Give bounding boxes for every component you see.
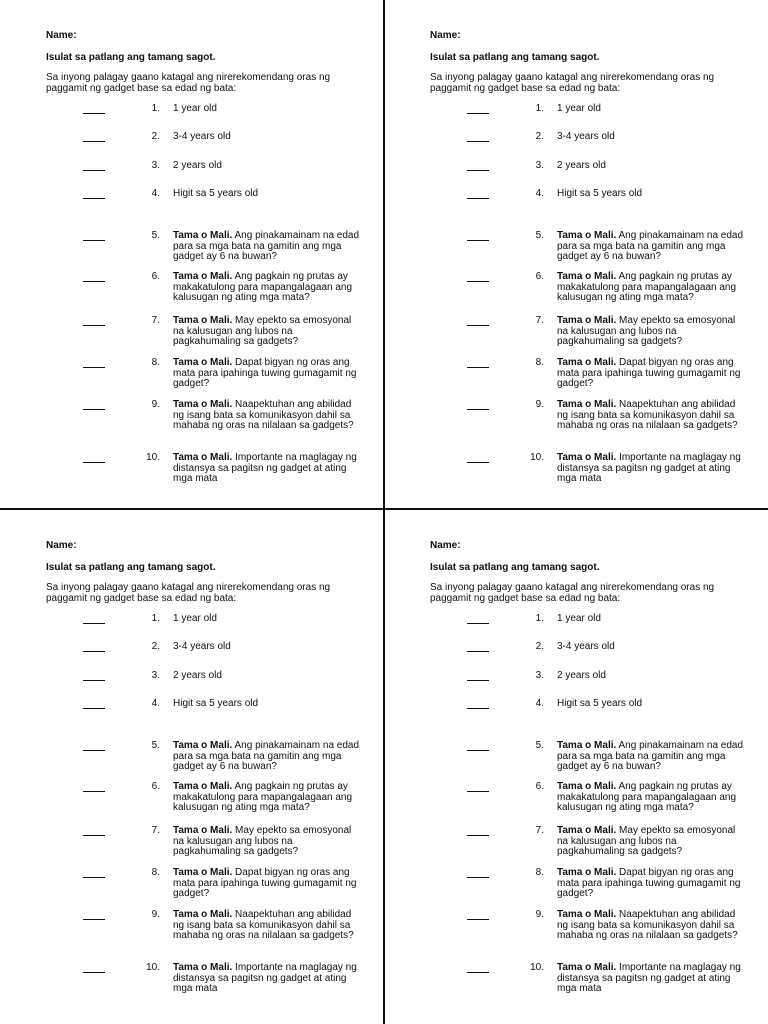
true-false-text bbox=[557, 400, 747, 432]
true-false-text bbox=[557, 910, 747, 942]
item-number: 10. bbox=[146, 962, 160, 973]
tama-o-mali-label: Tama o Mali. bbox=[557, 230, 617, 241]
choice-text: 2 years old bbox=[557, 160, 606, 171]
answer-blank[interactable] bbox=[467, 231, 489, 241]
question-prompt: Sa inyong palagay gaano katagal ang nirerekomendang oras ng paggamit ng gadget base sa edad ng bata: bbox=[46, 582, 331, 604]
item-number: 4. bbox=[151, 698, 160, 709]
tama-o-mali-label: Tama o Mali. bbox=[173, 825, 233, 836]
answer-blank[interactable] bbox=[467, 161, 489, 171]
answer-blank[interactable] bbox=[467, 642, 489, 652]
item-number: 3. bbox=[151, 160, 160, 171]
true-false-text bbox=[173, 826, 363, 858]
instruction-heading: Isulat sa patlang ang tamang sagot. bbox=[430, 52, 600, 63]
statement-text: Dapat bigyan ng oras ang mata para ipahinga tuwing gumagamit ng gadget? bbox=[557, 867, 741, 899]
choice-text: 2 years old bbox=[173, 670, 222, 681]
question-prompt: Sa inyong palagay gaano katagal ang nirerekomendang oras ng paggamit ng gadget base sa edad ng bata: bbox=[46, 72, 331, 94]
answer-blank[interactable] bbox=[83, 699, 105, 709]
item-number: 7. bbox=[151, 825, 160, 836]
answer-blank[interactable] bbox=[467, 910, 489, 920]
statement-text: May epekto sa emosyonal na kalusugan ang lubos na pagkahumaling sa gadgets? bbox=[173, 315, 352, 347]
item-number: 9. bbox=[535, 909, 544, 920]
statement-text: Ang pagkain ng prutas ay makakatulong para mapangalagaan ang kalusugan ng ating mga mata? bbox=[557, 781, 737, 813]
worksheet-copy bbox=[0, 510, 384, 1016]
statement-text: Ang pagkain ng prutas ay makakatulong para mapangalagaan ang kalusugan ng ating mga mata? bbox=[173, 781, 353, 813]
item-number: 9. bbox=[535, 399, 544, 410]
true-false-text bbox=[173, 868, 363, 900]
true-false-text bbox=[557, 316, 747, 348]
item-number: 2. bbox=[535, 641, 544, 652]
statement-text: Naapektuhan ang abilidad ng isang bata sa komunikasyon dahil sa mahaba ng oras na nilalaan sa gadgets? bbox=[557, 909, 738, 941]
choice-text: Higit sa 5 years old bbox=[173, 188, 259, 199]
item-number: 9. bbox=[151, 909, 160, 920]
choice-text: 2 years old bbox=[173, 160, 222, 171]
item-number: 1. bbox=[535, 103, 544, 114]
item-number: 7. bbox=[151, 315, 160, 326]
tama-o-mali-label: Tama o Mali. bbox=[557, 271, 617, 282]
statement-text: Ang pinakamainam na edad para sa mga bata na gamitin ang mga gadget ay 6 na buwan? bbox=[557, 230, 744, 262]
answer-blank[interactable] bbox=[467, 316, 489, 326]
answer-blank[interactable] bbox=[467, 189, 489, 199]
tama-o-mali-label: Tama o Mali. bbox=[557, 825, 617, 836]
true-false-text bbox=[173, 453, 363, 485]
tama-o-mali-label: Tama o Mali. bbox=[173, 271, 233, 282]
item-number: 8. bbox=[151, 357, 160, 368]
true-false-text bbox=[557, 272, 747, 304]
answer-blank[interactable] bbox=[83, 132, 105, 142]
instruction-heading: Isulat sa patlang ang tamang sagot. bbox=[430, 562, 600, 573]
item-number: 8. bbox=[151, 867, 160, 878]
item-number: 7. bbox=[535, 825, 544, 836]
answer-blank[interactable] bbox=[467, 782, 489, 792]
statement-text: Importante na maglagay ng distansya sa pagitsn ng gadget at ating mga mata bbox=[173, 452, 357, 484]
worksheet-copy bbox=[0, 0, 384, 506]
item-number: 3. bbox=[535, 160, 544, 171]
tama-o-mali-label: Tama o Mali. bbox=[173, 740, 233, 751]
item-number: 3. bbox=[535, 670, 544, 681]
item-number: 10. bbox=[530, 962, 544, 973]
tama-o-mali-label: Tama o Mali. bbox=[173, 781, 233, 792]
answer-blank[interactable] bbox=[467, 272, 489, 282]
statement-text: Dapat bigyan ng oras ang mata para ipahinga tuwing gumagamit ng gadget? bbox=[173, 357, 357, 389]
statement-text: Importante na maglagay ng distansya sa pagitsn ng gadget at ating mga mata bbox=[557, 962, 741, 994]
answer-blank[interactable] bbox=[83, 910, 105, 920]
item-number: 6. bbox=[151, 271, 160, 282]
true-false-text bbox=[557, 868, 747, 900]
tama-o-mali-label: Tama o Mali. bbox=[173, 357, 233, 368]
item-number: 8. bbox=[535, 867, 544, 878]
name-label: Name: bbox=[46, 30, 77, 41]
item-number: 4. bbox=[535, 188, 544, 199]
choice-text: 2 years old bbox=[557, 670, 606, 681]
tama-o-mali-label: Tama o Mali. bbox=[557, 962, 617, 973]
answer-blank[interactable] bbox=[467, 699, 489, 709]
item-number: 2. bbox=[151, 641, 160, 652]
true-false-text bbox=[173, 782, 363, 814]
answer-blank[interactable] bbox=[83, 316, 105, 326]
item-number: 2. bbox=[151, 131, 160, 142]
choice-text: Higit sa 5 years old bbox=[557, 698, 643, 709]
tama-o-mali-label: Tama o Mali. bbox=[173, 399, 233, 410]
instruction-heading: Isulat sa patlang ang tamang sagot. bbox=[46, 52, 216, 63]
statement-text: May epekto sa emosyonal na kalusugan ang lubos na pagkahumaling sa gadgets? bbox=[557, 825, 736, 857]
answer-blank[interactable] bbox=[83, 868, 105, 878]
statement-text: Dapat bigyan ng oras ang mata para ipahinga tuwing gumagamit ng gadget? bbox=[557, 357, 741, 389]
answer-blank[interactable] bbox=[83, 782, 105, 792]
answer-blank[interactable] bbox=[83, 189, 105, 199]
answer-blank[interactable] bbox=[467, 671, 489, 681]
choice-text: 3-4 years old bbox=[173, 641, 231, 652]
choice-text: Higit sa 5 years old bbox=[557, 188, 643, 199]
item-number: 4. bbox=[151, 188, 160, 199]
item-number: 5. bbox=[535, 740, 544, 751]
name-label: Name: bbox=[430, 540, 461, 551]
item-number: 1. bbox=[151, 613, 160, 624]
name-label: Name: bbox=[46, 540, 77, 551]
answer-blank[interactable] bbox=[83, 161, 105, 171]
answer-blank[interactable] bbox=[467, 358, 489, 368]
answer-blank[interactable] bbox=[83, 231, 105, 241]
tama-o-mali-label: Tama o Mali. bbox=[557, 315, 617, 326]
statement-text: May epekto sa emosyonal na kalusugan ang lubos na pagkahumaling sa gadgets? bbox=[173, 825, 352, 857]
item-number: 5. bbox=[151, 740, 160, 751]
statement-text: Ang pagkain ng prutas ay makakatulong para mapangalagaan ang kalusugan ng ating mga mata? bbox=[173, 271, 353, 303]
answer-blank[interactable] bbox=[83, 671, 105, 681]
answer-blank[interactable] bbox=[83, 614, 105, 624]
answer-blank[interactable] bbox=[467, 400, 489, 410]
instruction-heading: Isulat sa patlang ang tamang sagot. bbox=[46, 562, 216, 573]
true-false-text bbox=[173, 741, 363, 773]
item-number: 4. bbox=[535, 698, 544, 709]
tama-o-mali-label: Tama o Mali. bbox=[557, 740, 617, 751]
true-false-text bbox=[173, 400, 363, 432]
true-false-text bbox=[557, 963, 747, 995]
item-number: 10. bbox=[146, 452, 160, 463]
answer-blank[interactable] bbox=[83, 400, 105, 410]
choice-text: 1 year old bbox=[173, 613, 217, 624]
tama-o-mali-label: Tama o Mali. bbox=[173, 962, 233, 973]
answer-blank[interactable] bbox=[467, 963, 489, 973]
answer-blank[interactable] bbox=[467, 741, 489, 751]
choice-text: 3-4 years old bbox=[173, 131, 231, 142]
true-false-text bbox=[173, 910, 363, 942]
tama-o-mali-label: Tama o Mali. bbox=[557, 781, 617, 792]
tama-o-mali-label: Tama o Mali. bbox=[173, 315, 233, 326]
statement-text: Ang pinakamainam na edad para sa mga bata na gamitin ang mga gadget ay 6 na buwan? bbox=[173, 230, 360, 262]
answer-blank[interactable] bbox=[83, 104, 105, 114]
worksheet-copy bbox=[384, 510, 768, 1016]
answer-blank[interactable] bbox=[467, 614, 489, 624]
item-number: 8. bbox=[535, 357, 544, 368]
statement-text: Naapektuhan ang abilidad ng isang bata sa komunikasyon dahil sa mahaba ng oras na nilalaan sa gadgets? bbox=[173, 909, 354, 941]
true-false-text bbox=[173, 963, 363, 995]
tama-o-mali-label: Tama o Mali. bbox=[557, 909, 617, 920]
item-number: 10. bbox=[530, 452, 544, 463]
answer-blank[interactable] bbox=[83, 826, 105, 836]
item-number: 2. bbox=[535, 131, 544, 142]
tama-o-mali-label: Tama o Mali. bbox=[173, 909, 233, 920]
statement-text: Dapat bigyan ng oras ang mata para ipahinga tuwing gumagamit ng gadget? bbox=[173, 867, 357, 899]
statement-text: Ang pinakamainam na edad para sa mga bata na gamitin ang mga gadget ay 6 na buwan? bbox=[557, 740, 744, 772]
item-number: 5. bbox=[535, 230, 544, 241]
choice-text: 1 year old bbox=[557, 613, 601, 624]
name-label: Name: bbox=[430, 30, 461, 41]
tama-o-mali-label: Tama o Mali. bbox=[557, 357, 617, 368]
statement-text: Naapektuhan ang abilidad ng isang bata sa komunikasyon dahil sa mahaba ng oras na nilalaan sa gadgets? bbox=[557, 399, 738, 431]
item-number: 1. bbox=[151, 103, 160, 114]
tama-o-mali-label: Tama o Mali. bbox=[173, 867, 233, 878]
item-number: 5. bbox=[151, 230, 160, 241]
answer-blank[interactable] bbox=[467, 132, 489, 142]
answer-blank[interactable] bbox=[83, 642, 105, 652]
answer-blank[interactable] bbox=[83, 272, 105, 282]
worksheet-copy bbox=[384, 0, 768, 506]
statement-text: Ang pinakamainam na edad para sa mga bata na gamitin ang mga gadget ay 6 na buwan? bbox=[173, 740, 360, 772]
answer-blank[interactable] bbox=[83, 963, 105, 973]
tama-o-mali-label: Tama o Mali. bbox=[173, 452, 233, 463]
true-false-text bbox=[557, 741, 747, 773]
answer-blank[interactable] bbox=[83, 741, 105, 751]
choice-text: 3-4 years old bbox=[557, 641, 615, 652]
true-false-text bbox=[173, 231, 363, 263]
true-false-text bbox=[557, 826, 747, 858]
answer-blank[interactable] bbox=[467, 826, 489, 836]
item-number: 3. bbox=[151, 670, 160, 681]
true-false-text bbox=[173, 272, 363, 304]
statement-text: Ang pagkain ng prutas ay makakatulong para mapangalagaan ang kalusugan ng ating mga mata? bbox=[557, 271, 737, 303]
tama-o-mali-label: Tama o Mali. bbox=[557, 399, 617, 410]
item-number: 9. bbox=[151, 399, 160, 410]
choice-text: Higit sa 5 years old bbox=[173, 698, 259, 709]
choice-text: 3-4 years old bbox=[557, 131, 615, 142]
statement-text: Naapektuhan ang abilidad ng isang bata sa komunikasyon dahil sa mahaba ng oras na nilalaan sa gadgets? bbox=[173, 399, 354, 431]
true-false-text bbox=[557, 231, 747, 263]
question-prompt: Sa inyong palagay gaano katagal ang nirerekomendang oras ng paggamit ng gadget base sa edad ng bata: bbox=[430, 582, 715, 604]
true-false-text bbox=[557, 782, 747, 814]
true-false-text bbox=[557, 453, 747, 485]
answer-blank[interactable] bbox=[83, 453, 105, 463]
item-number: 6. bbox=[535, 781, 544, 792]
statement-text: May epekto sa emosyonal na kalusugan ang lubos na pagkahumaling sa gadgets? bbox=[557, 315, 736, 347]
question-prompt: Sa inyong palagay gaano katagal ang nirerekomendang oras ng paggamit ng gadget base sa edad ng bata: bbox=[430, 72, 715, 94]
answer-blank[interactable] bbox=[467, 453, 489, 463]
choice-text: 1 year old bbox=[173, 103, 217, 114]
true-false-text bbox=[557, 358, 747, 390]
statement-text: Importante na maglagay ng distansya sa pagitsn ng gadget at ating mga mata bbox=[173, 962, 357, 994]
answer-blank[interactable] bbox=[467, 868, 489, 878]
item-number: 1. bbox=[535, 613, 544, 624]
answer-blank[interactable] bbox=[467, 104, 489, 114]
tama-o-mali-label: Tama o Mali. bbox=[173, 230, 233, 241]
true-false-text bbox=[173, 316, 363, 348]
statement-text: Importante na maglagay ng distansya sa pagitsn ng gadget at ating mga mata bbox=[557, 452, 741, 484]
choice-text: 1 year old bbox=[557, 103, 601, 114]
tama-o-mali-label: Tama o Mali. bbox=[557, 452, 617, 463]
item-number: 7. bbox=[535, 315, 544, 326]
answer-blank[interactable] bbox=[83, 358, 105, 368]
tama-o-mali-label: Tama o Mali. bbox=[557, 867, 617, 878]
true-false-text bbox=[173, 358, 363, 390]
item-number: 6. bbox=[535, 271, 544, 282]
item-number: 6. bbox=[151, 781, 160, 792]
